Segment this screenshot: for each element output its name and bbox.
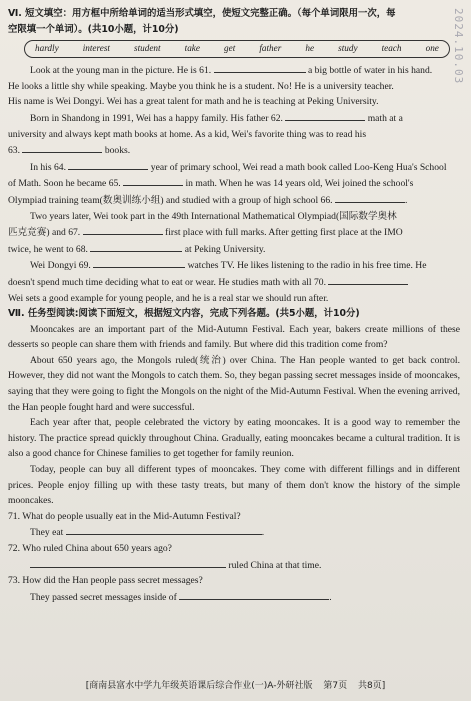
text: doesn't spend much time deciding what to eat or wear. He studies math with all 70. xyxy=(8,276,326,288)
paragraph-line: His name is Wei Dongyi. Wei has a great talent for math and he is teaching at Peking University. xyxy=(8,96,379,108)
word-bank-item: father xyxy=(259,43,282,54)
text: at Peking University. xyxy=(184,243,266,255)
footer-title: [商南县富水中学九年级英语课后综合作业(一)A-外研社版 xyxy=(85,681,313,691)
date-stamp: 2024.10.03 xyxy=(452,8,465,85)
paragraph xyxy=(8,257,460,274)
blank-64[interactable] xyxy=(68,159,148,170)
text: Look at the young man in the picture. He is 61. xyxy=(30,65,212,77)
text: They eat xyxy=(30,527,64,539)
answer-71-blank[interactable] xyxy=(66,524,262,535)
blank-62[interactable] xyxy=(285,110,365,121)
reading-paragraph: About 650 years ago, the Mongols ruled(统治) over China. The Han people wanted to get back control. However, they did not want the Mongols to catch them. So, they began passing secret messages inside of mooncakes, saying that they were going to fight the Mongols on the night of the Mid-Autumn Festival. When the evening arrived, the Han people fought hard and were successful. xyxy=(8,354,460,413)
text: 63. xyxy=(8,145,20,157)
paragraph xyxy=(8,159,460,176)
text: Olympiad training team(数奥训练小组) and studied with a group of high school 66. xyxy=(8,194,333,206)
word-bank-item: get xyxy=(224,43,236,54)
reading-paragraph: Mooncakes are an important part of the Mid-Autumn Festival. Each year, bakers create millions of these desserts so people can share them with friends and family. But where did this tradition come from? xyxy=(8,323,460,351)
paragraph: Olympiad training team(数奥训练小组) and studied with a group of high school 66. . xyxy=(8,192,460,209)
answer-72-blank[interactable] xyxy=(30,557,226,568)
blank-66[interactable] xyxy=(335,192,405,203)
content-area xyxy=(8,6,460,605)
paragraph xyxy=(8,241,460,258)
text: year of primary school, Wei read a math book called Loo-Keng Hua's School xyxy=(150,161,447,173)
text: Born in Shandong in 1991, Wei has a happy family. His father 62. xyxy=(30,112,283,124)
blank-68[interactable] xyxy=(90,241,182,252)
word-bank-item: hardly xyxy=(35,43,59,54)
blank-61[interactable] xyxy=(214,62,306,73)
word-bank-item: interest xyxy=(82,43,110,54)
reading-paragraph: Each year after that, people celebrated the victory by eating mooncakes. It is a good way to remember the history. The practice spread quickly throughout China. Gradually, eating mooncakes became a cultural tradition. It is also a good chance for Chinese families to get together for family reunion. xyxy=(8,417,460,460)
section7-title: Ⅶ. 任务型阅读:阅读下面短文，根据短文内容，完成下列各题。(共5小题，计10分) xyxy=(8,308,360,320)
blank-67[interactable] xyxy=(83,224,163,235)
blank-70[interactable] xyxy=(328,274,408,285)
paragraph-line: Two years later, Wei took part in the 49th International Mathematical Olympiad(国际数学奥林 xyxy=(30,210,397,222)
word-bank-item: teach xyxy=(381,43,402,54)
answer-71: They eat . xyxy=(8,524,460,541)
paragraph xyxy=(8,142,460,159)
footer-page: 第7页 xyxy=(323,681,348,691)
section6-title-line2: 空限填一个单词）。(共10小题，计10分) xyxy=(8,23,179,35)
blank-63[interactable] xyxy=(22,142,102,153)
text: first place with full marks. After getting first place at the IMO xyxy=(165,227,403,239)
text: Wei Dongyi 69. xyxy=(30,260,91,272)
word-bank xyxy=(24,40,450,58)
word-bank-item: one xyxy=(425,43,439,54)
word-bank-item: he xyxy=(305,43,315,54)
text: 匹克竞赛) and 67. xyxy=(8,227,81,239)
word-bank-item: take xyxy=(184,43,200,54)
page-footer xyxy=(0,678,471,691)
text: They passed secret messages inside of xyxy=(30,591,177,603)
reading-paragraph: Today, people can buy all different types of mooncakes. They come with different fillings and in different prices. People enjoy filling up with these tasty treats, but many of them don't know the history of the simple mooncakes. xyxy=(8,464,460,507)
word-bank-item: student xyxy=(134,43,161,54)
text: math at a xyxy=(367,112,403,124)
text: in math. When he was 14 years old, Wei joined the school's xyxy=(185,178,414,190)
paragraph xyxy=(8,274,460,291)
text: twice, he went to 68. xyxy=(8,243,88,255)
text: of Math. Soon he became 65. xyxy=(8,178,121,190)
word-bank-item: study xyxy=(338,43,358,54)
text: ruled China at that time. xyxy=(228,559,322,571)
text: In his 64. xyxy=(30,161,66,173)
blank-69[interactable] xyxy=(93,257,185,268)
blank-65[interactable] xyxy=(123,175,183,186)
paragraph-line: Wei sets a good example for young people, and he is a real star we should run after. xyxy=(8,292,329,304)
answer-73-blank[interactable] xyxy=(179,589,329,600)
paragraph xyxy=(8,110,460,127)
text: a big bottle of water in his hand. xyxy=(308,65,433,77)
text: books. xyxy=(104,145,131,157)
paragraph xyxy=(8,224,460,241)
paragraph xyxy=(8,62,460,79)
paragraph-line: He looks a little shy while speaking. Maybe you think he is a student. No! He is a university teacher. xyxy=(8,80,394,92)
paragraph xyxy=(8,175,460,192)
footer-total: 共8页] xyxy=(357,681,386,691)
answer-72 xyxy=(8,557,460,574)
text: watches TV. He likes listening to the radio in his free time. He xyxy=(187,260,427,272)
question-73: 73. How did the Han people pass secret messages? xyxy=(8,575,203,587)
answer-73: They passed secret messages inside of . xyxy=(8,589,460,606)
paragraph-line: university and always kept math books at home. As a kid, Wei's favorite thing was to read his xyxy=(8,128,367,140)
question-71: 71. What do people usually eat in the Mid-Autumn Festival? xyxy=(8,510,241,522)
section6-title-line1: Ⅵ. 短文填空：用方框中所给单词的适当形式填空，使短文完整正确。（每个单词限用一次，每 xyxy=(8,8,396,19)
question-72: 72. Who ruled China about 650 years ago? xyxy=(8,543,172,554)
